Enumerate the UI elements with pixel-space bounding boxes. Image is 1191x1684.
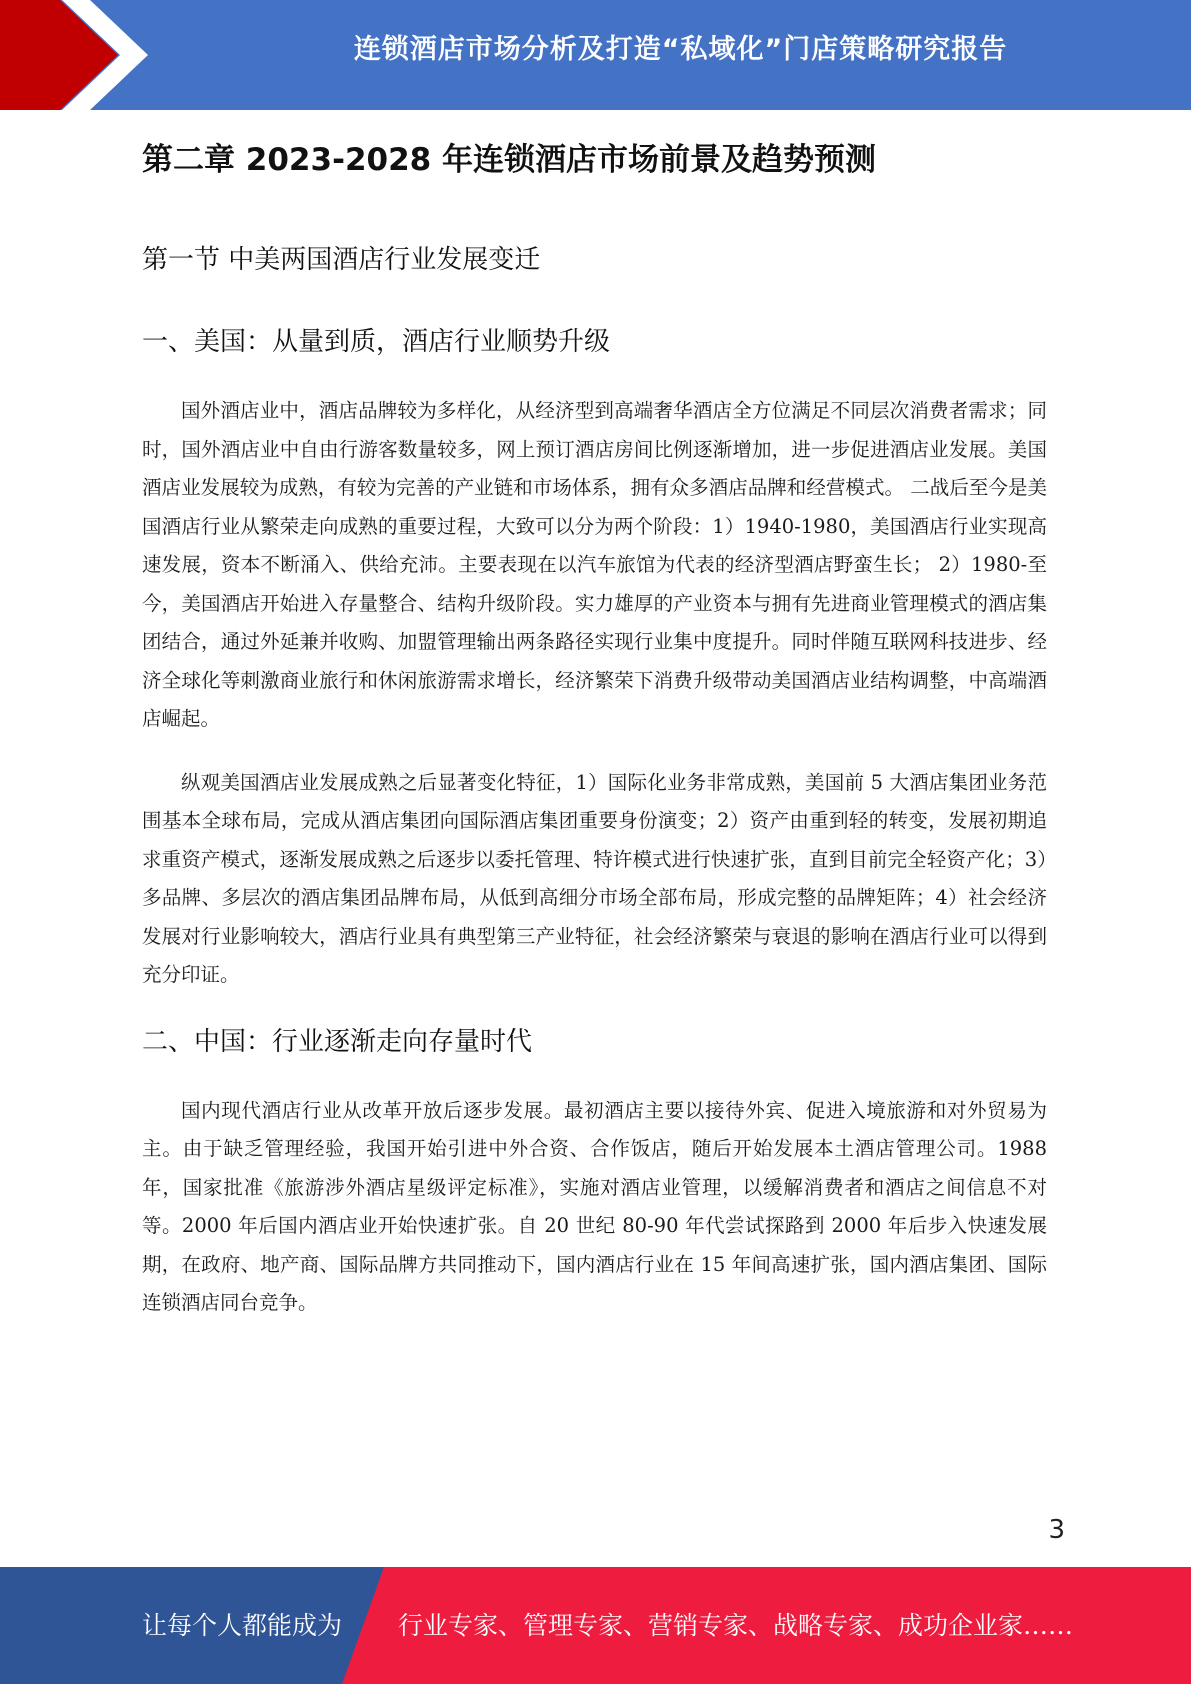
page-footer (0, 1567, 1191, 1684)
report-title: 连锁酒店市场分析及打造“私域化”门店策略研究报告 (353, 34, 1008, 65)
subsection-title-china: 二、中国：行业逐渐走向存量时代 (142, 1026, 533, 1057)
paragraph-usa-1: 国外酒店业中，酒店品牌较为多样化，从经济型到高端奢华酒店全方位满足不同层次消费者需求；同时，国外酒店业中自由行游客数量较多，网上预订酒店房间比例逐渐增加，进一步促进酒店业发展。美国酒店业发展较为成熟，有较为完善的产业链和市场体系，拥有众多酒店品牌和经营模式。 二战后至今是美国酒店行业从繁荣走向成熟的重要过程，大致可以分为两个阶段：1）1940-1980，美国酒店行业实现高速发展，资本不断涌入、供给充沛。主要表现在以汽车旅馆为代表的经济型酒店野蛮生长； 2）1980-至今，美国酒店开始进入存量整合、结构升级阶段。实力雄厚的产业资本与拥有先进商业管理模式的酒店集团结合，通过外延兼并收购、加盟管理输出两条路径实现行业集中度提升。同时伴随互联网科技进步、经济全球化等刺激商业旅行和休闲旅游需求增长，经济繁荣下消费升级带动美国酒店业结构调整，中高端酒店崛起。 (142, 399, 1047, 730)
section-title: 第一节 中美两国酒店行业发展变迁 (142, 245, 541, 275)
footer-slogan-right: 行业专家、管理专家、营销专家、战略专家、成功企业家…… (398, 1611, 1074, 1640)
page-content (142, 136, 1047, 1323)
paragraph-china-1: 国内现代酒店行业从改革开放后逐步发展。最初酒店主要以接待外宾、促进入境旅游和对外贸易为主。由于缺乏管理经验，我国开始引进中外合资、合作饭店，随后开始发展本土酒店管理公司。1988 年，国家批准《旅游涉外酒店星级评定标准》，实施对酒店业管理，以缓解消费者和酒店之间信息不对等。2000 年后国内酒店业开始快速扩张。自 20 世纪 80-90 年代尝试探路到 2000 年后步入快速发展期，在政府、地产商、国际品牌方共同推动下，国内酒店行业在 15 年间高速扩张，国内酒店集团、国际连锁酒店同台竞争。 (142, 1098, 1047, 1314)
chevron-arrow-icon (0, 0, 160, 110)
subsection-title-usa: 一、美国：从量到质，酒店行业顺势升级 (142, 327, 611, 357)
page-header (0, 0, 1191, 110)
paragraph-usa-2: 纵观美国酒店业发展成熟之后显著变化特征，1）国际化业务非常成熟，美国前 5 大酒店集团业务范围基本全球布局，完成从酒店集团向国际酒店集团重要身份演变；2）资产由重到轻的转变，发展初期追求重资产模式，逐渐发展成熟之后逐步以委托管理、特许模式进行快速扩张，直到目前完全轻资产化；3）多品牌、多层次的酒店集团品牌布局，从低到高细分市场全部布局，形成完整的品牌矩阵；4）社会经济发展对行业影响较大，酒店行业具有典型第三产业特征，社会经济繁荣与衰退的影响在酒店行业可以得到充分印证。 (142, 770, 1047, 986)
page-number: 3 (1048, 1515, 1065, 1545)
chapter-title: 第二章 2023-2028 年连锁酒店市场前景及趋势预测 (142, 142, 877, 178)
footer-slogan-left: 让每个人都能成为 (142, 1611, 343, 1640)
